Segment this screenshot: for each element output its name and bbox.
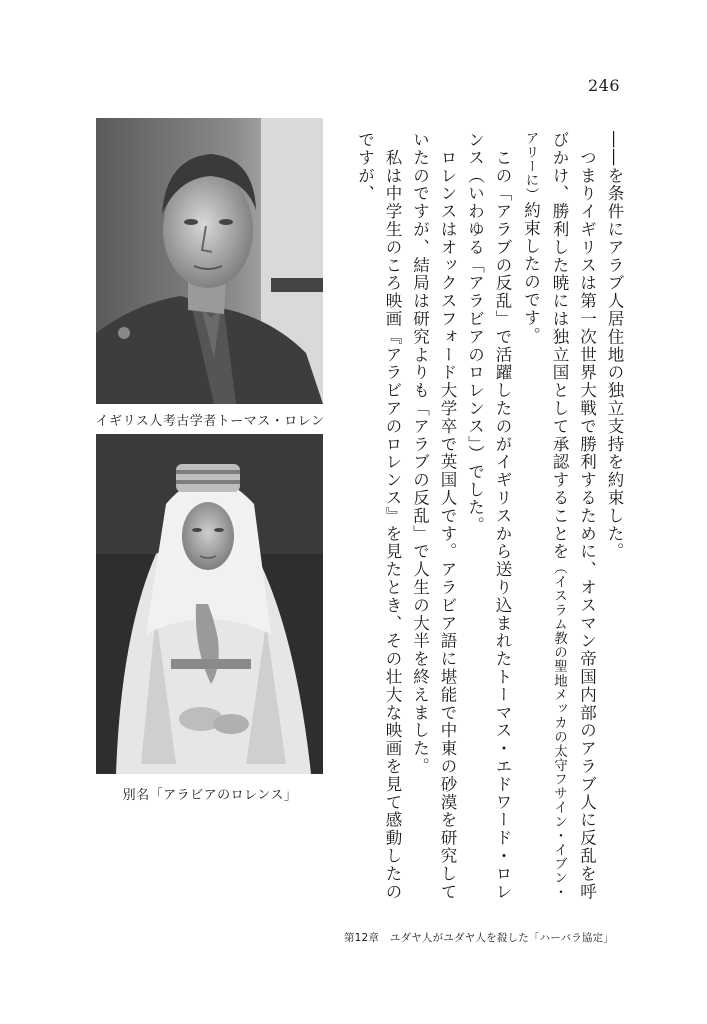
portrait-photo — [96, 118, 323, 404]
page-number: 246 — [587, 76, 620, 95]
paragraph: ロレンスはオックスフォード大学卒で英国人です。アラビア語に堪能で中東の砂漠を研究していたのですが、結局は研究よりも「アラブの反乱」で人生の大半を終えました。 — [410, 131, 457, 901]
paragraph: つまりイギリスは第一次世界大戦で勝利するために、オスマン帝国内部のアラブ人に反乱を呼びかけ、勝利した暁には独立国として承認することを（イスラム教の聖地メッカの太守フサイン・イブン・アリーに）約束したのです。 — [521, 131, 597, 901]
paragraph: この「アラブの反乱」で活躍したのがイギリスから送り込まれたトーマス・エドワード・ロレンス（いわゆる「アラビアのロレンス」）でした。 — [465, 131, 512, 901]
photo-caption: イギリス人考古学者トーマス・ロレン — [95, 414, 325, 429]
body-text — [338, 131, 628, 913]
arab-dress-photo — [96, 434, 323, 774]
inline-note: （イスラム教の聖地メッカの太守フサイン・イブン・アリーに） — [522, 131, 567, 900]
paragraph: 私は中学生のころ映画『アラビアのロレンス』を見たとき、その壮大な映画を見て感動したのですが、 — [355, 131, 402, 901]
paragraph: ――を条件にアラブ人居住地の独立支持を約束した。 — [605, 131, 624, 561]
photo-caption: 別名「アラビアのロレンス」 — [122, 788, 298, 803]
running-footer: 第12章 ユダヤ人がユダヤ人を殺した「ハーバラ協定」 — [343, 932, 614, 944]
